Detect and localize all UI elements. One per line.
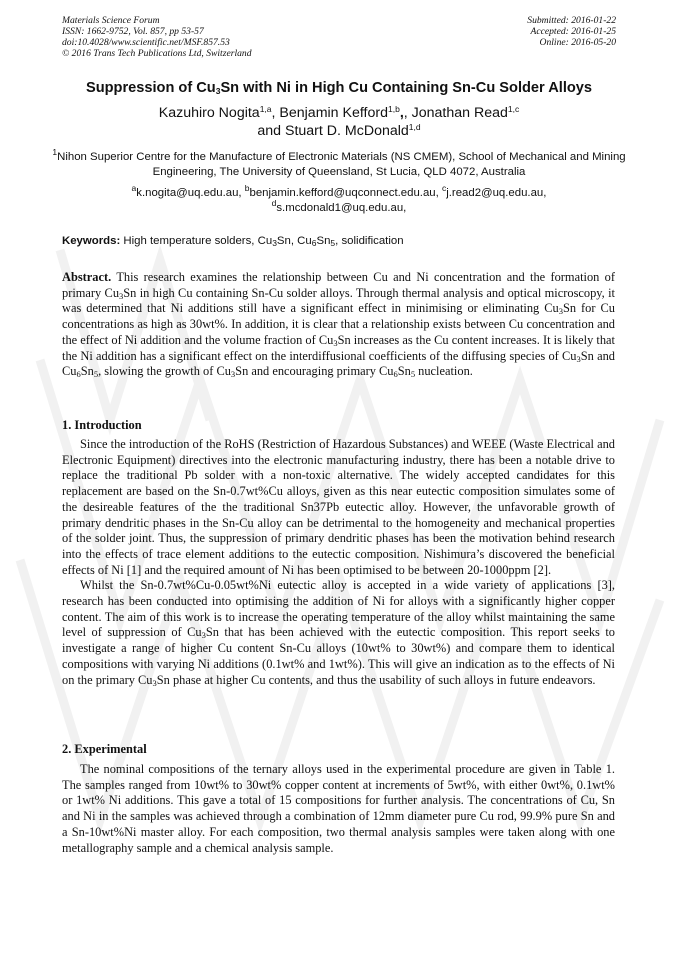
experimental-section — [62, 762, 615, 856]
author-mcdonald: and Stuart D. McDonald — [257, 123, 409, 139]
introduction-section — [62, 437, 615, 688]
intro-paragraph-1: Since the introduction of the RoHS (Restriction of Hazardous Substances) and WEEE (Waste Electrical and Electronic Equipment) directives into the electronic manufacturing industry, there has been a notable drive to replace the traditional Pb solder with a non-toxic alternative. The widely accepted candidates for this replacement are based on the Sn-0.7wt%Cu alloys, given as this near eutectic composition simulates some of the desireable features of the the traditional Sn37Pb eutectic alloy. However, the unfavorable growth of primary dendritic phases in the Sn-Cu alloy can be detrimental to the homogeneity and mechanical properties of the solder joint. Thus, the suppression of primary dendritic phases has been the motivation behind research into the effects of trace element additions to the eutectic composition. Nishimura’s discovered the beneficial effects of Ni [1] and the required amount of Ni has been optimised to be between 20-1000ppm [2]. — [62, 437, 615, 577]
submitted-date: Submitted: 2016-01-22 — [527, 15, 616, 26]
accepted-date: Accepted: 2016-01-25 — [530, 26, 616, 37]
abstract: Abstract. This research examines the relationship between Cu and Ni concentration and the formation of primary $Cu_3Sn$ in high Cu containing Sn-Cu solder alloys. Through thermal analysis and optical microscopy, it was determined that Ni additions still have a significant effect in minimising or eliminating $Cu_3Sn$ for Cu concentrations as high as 30wt%. In addition, it is clear that a relationship exists between Cu concentration and the effect of Ni addition and the volume fraction of $Cu_3Sn$ increases as the Cu content increases. It is likely that the Ni addition has a significant effect on the interdiffusional coefficients of the diffusing species of $Cu_3Sn$ and $Cu_6Sn_5$, slowing the growth of $Cu_3Sn$ and encouraging primary $Cu_6Sn_5$ nucleation. — [62, 270, 615, 380]
issn: ISSN: 1662-9752, Vol. 857, pp 53-57 — [62, 26, 204, 37]
online-date: Online: 2016-05-20 — [539, 37, 616, 48]
doi: doi:10.4028/www.scientific.net/MSF.857.53 — [62, 37, 230, 48]
section-heading-introduction: 1. Introduction — [62, 418, 142, 432]
intro-paragraph-2: Whilst the Sn-0.7wt%Cu-0.05wt%Ni eutectic alloy is accepted in a wide variety of applications [3], research has been conducted into optimising the addition of Ni for alloys with a significantly higher copper content. The aim of this work is to increase the operating temperature of the alloy whilst maintaining the same level of suppression of $Cu_3Sn$ that has been achieved with the eutectic composition. This report seeks to investigate a range of higher Cu content Sn-Cu alloys (10wt% to 30wt%) and compare them to identical compositions with varying Ni additions (0.1wt% and 1wt%). This will give an indication as to the effects of Ni on the primary $Cu_3Sn$ phase at higher Cu contents, and thus the usability of such alloys in future endeavors. — [62, 578, 615, 688]
experimental-paragraph-1: The nominal compositions of the ternary alloys used in the experimental procedure are given in Table 1. The samples ranged from 10wt% to 30wt% copper content at increments of 5wt%, with either 0wt%, 0.1wt% or 1wt% Ni additions. This gave a total of 15 compositions for further analysis. The concentrations of Cu, Sn and Ni in the samples was achieved through a combination of 12mm diameter pure Cu rod, 99.9% pure Sn and a Sn-10wt%Ni master alloy. For each composition, two thermal analysis samples were taken along with one metallography sample and a chemical analysis sample. — [62, 762, 615, 855]
section-heading-experimental: 2. Experimental — [62, 742, 147, 756]
affiliation: $^1$Nihon Superior Centre for the Manufacture of Electronic Materials (NS CMEM), School of Mechanical and Mining Engineering, The University of Queensland, St Lucia, QLD 4072, Australia — [52, 147, 626, 178]
paper-title: Suppression of $Cu_3Sn$ with Ni in High Cu Containing Sn-Cu Solder Alloys — [85, 80, 593, 96]
author-list: Kazuhiro Nogita$^{1,a}$, Benjamin Kefford$^{1,b}$,, Jonathan Read$^{1,c}$ and Stuart D. McDonald$^{1,d}$ — [158, 104, 520, 139]
author-nogita: Kazuhiro Nogita — [158, 105, 260, 121]
author-kefford: , Benjamin Kefford — [271, 105, 388, 121]
keywords: Keywords: High temperature solders, $Cu_3Sn$, $Cu_6Sn_5$, solidification — [62, 235, 404, 248]
copyright: © 2016 Trans Tech Publications Ltd, Switzerland — [62, 48, 252, 59]
journal-name: Materials Science Forum — [62, 15, 160, 26]
author-read: , Jonathan Read — [403, 105, 508, 121]
email-list: $^a$k.nogita@uq.edu.au, $^b$benjamin.kefford@uqconnect.edu.au, $^c$j.read2@uq.edu.au, $^d$s.mcdonald1@uq.edu.au, — [131, 183, 547, 214]
